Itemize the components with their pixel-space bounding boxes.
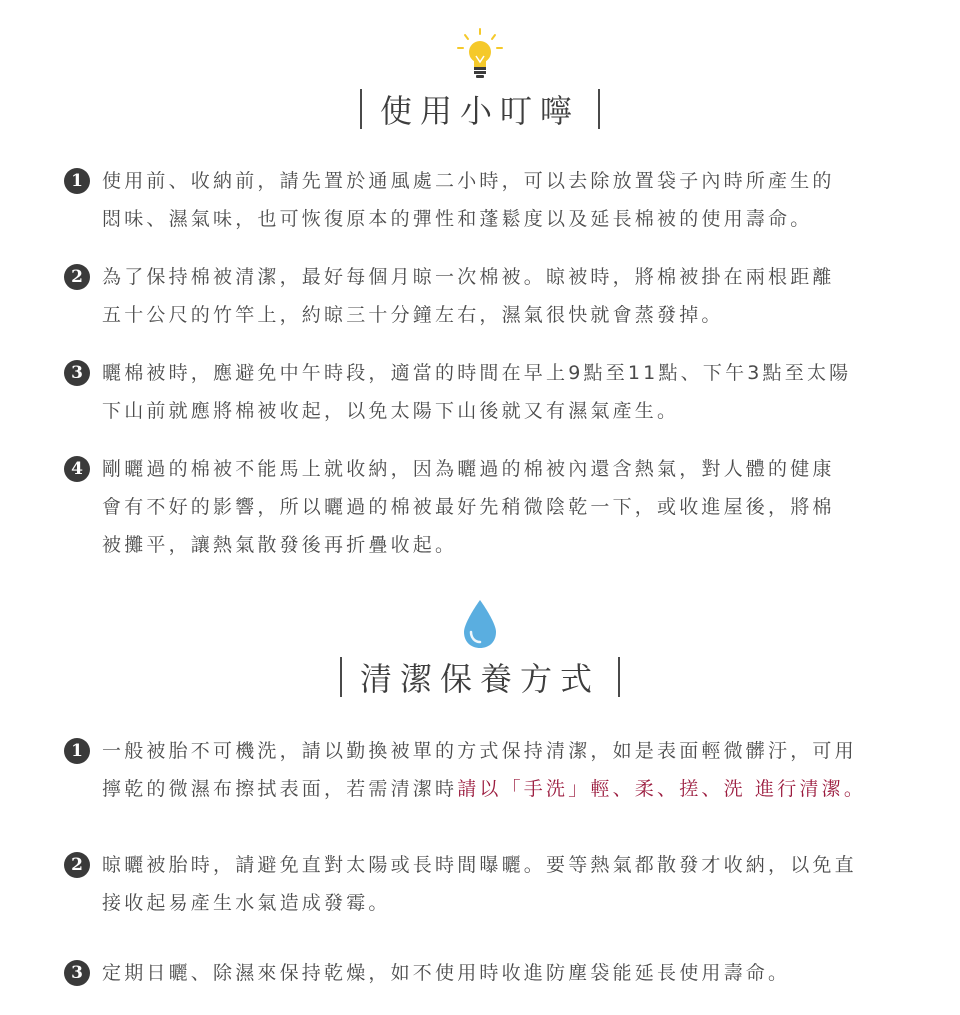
tip-text-line: 悶味、濕氣味，也可恢復原本的彈性和蓬鬆度以及延長棉被的使用壽命。 (102, 208, 813, 230)
water-drop-icon (460, 598, 500, 650)
care-text-highlight: 請以「手洗」輕、柔、搓、洗 進行清潔。 (457, 778, 867, 800)
care-text-line: 一般被胎不可機洗，請以勤換被單的方式保持清潔，如是表面輕微髒汙，可用 (102, 740, 857, 762)
care-text-line: 定期日曬、除濕來保持乾燥，如不使用時收進防塵袋能延長使用壽命。 (102, 962, 791, 984)
number-badge: 3 (64, 360, 90, 386)
tip-text-line: 使用前、收納前，請先置於通風處二小時，可以去除放置袋子內時所產生的 (102, 170, 835, 192)
care-text-line: 接收起易產生水氣造成發霉。 (102, 892, 391, 914)
number-badge: 1 (64, 168, 90, 194)
number-badge: 2 (64, 852, 90, 878)
title-text: 使用小叮嚀 (379, 92, 580, 130)
tip-text-line: 曬棉被時，應避免中午時段，適當的時間在早上9點至11點、下午3點至太陽 (102, 362, 852, 384)
title-text: 清潔保養方式 (359, 660, 600, 698)
care-text-line: 晾曬被胎時，請避免直對太陽或長時間曝曬。要等熱氣都散發才收納，以免直 (102, 854, 857, 876)
tip-text-line: 會有不好的影響，所以曬過的棉被最好先稍微陰乾一下，或收進屋後，將棉 (102, 496, 835, 518)
tip-text-line: 下山前就應將棉被收起，以免太陽下山後就又有濕氣產生。 (102, 400, 680, 422)
section-title-care (0, 654, 960, 701)
tip-text-line: 剛曬過的棉被不能馬上就收納，因為曬過的棉被內還含熱氣，對人體的健康 (102, 458, 835, 480)
number-badge: 1 (64, 738, 90, 764)
number-badge: 3 (64, 960, 90, 986)
title-bar-left (340, 657, 342, 697)
tip-text-line: 為了保持棉被清潔，最好每個月晾一次棉被。晾被時，將棉被掛在兩根距離 (102, 266, 835, 288)
title-bar-right (618, 657, 620, 697)
care-text-line (102, 774, 866, 801)
lightbulb-icon (455, 28, 505, 82)
title-bar-right (598, 89, 600, 129)
tip-text-line: 被攤平，讓熱氣散發後再折疊收起。 (102, 534, 458, 556)
care-text-plain: 擰乾的微濕布擦拭表面，若需清潔時 (102, 778, 458, 800)
number-badge: 4 (64, 456, 90, 482)
tip-text-line: 五十公尺的竹竿上，約晾三十分鐘左右，濕氣很快就會蒸發掉。 (102, 304, 724, 326)
title-bar-left (360, 89, 362, 129)
section-title-tips (0, 86, 960, 133)
number-badge: 2 (64, 264, 90, 290)
